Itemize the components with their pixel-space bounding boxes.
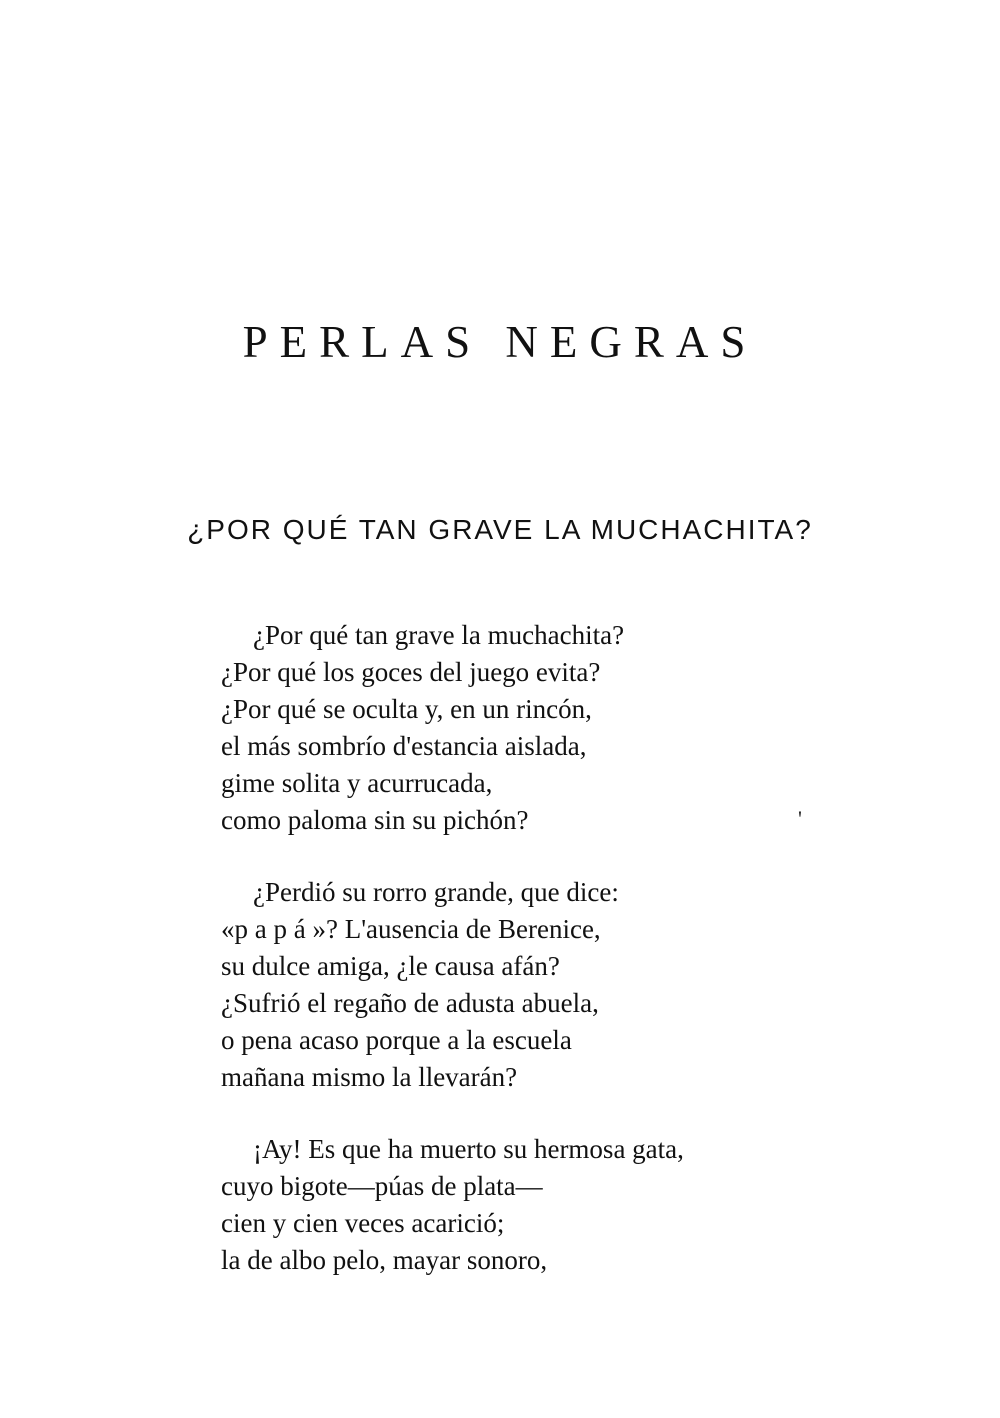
verse-line: ¿Por qué se oculta y, en un rincón,	[221, 694, 592, 724]
verse-line: el más sombrío d'estancia aislada,	[221, 731, 587, 761]
stanza-2	[221, 874, 861, 1096]
stray-ink-mark: '	[798, 806, 802, 831]
verse-line: ¿Perdió su rorro grande, que dice:	[253, 877, 619, 907]
verse-line: ¿Sufrió el regaño de adusta abuela,	[221, 988, 599, 1018]
verse-line: ¿Por qué los goces del juego evita?	[221, 657, 601, 687]
verse-line: cuyo bigote—púas de plata—	[221, 1171, 543, 1201]
verse-line: ¿Por qué tan grave la muchachita?	[253, 620, 625, 650]
verse-line: cien y cien veces acarició;	[221, 1208, 505, 1238]
poem-title: ¿POR QUÉ TAN GRAVE LA MUCHACHITA?	[187, 514, 813, 545]
verse-line: «p a p á »? L'ausencia de Berenice,	[221, 914, 601, 944]
verse-line: la de albo pelo, mayar sonoro,	[221, 1245, 548, 1275]
verse-line: o pena acaso porque a la escuela	[221, 1025, 572, 1055]
stanza-1	[221, 617, 861, 839]
verse-line: su dulce amiga, ¿le causa afán?	[221, 951, 560, 981]
poem-body	[221, 617, 861, 1314]
verse-line: mañana mismo la llevarán?	[221, 1062, 518, 1092]
book-title: PERLAS NEGRAS	[242, 317, 758, 367]
verse-line: ¡Ay! Es que ha muerto su hermosa gata,	[253, 1134, 684, 1164]
verse-line: como paloma sin su pichón?	[221, 805, 529, 835]
verse-line: gime solita y acurrucada,	[221, 768, 493, 798]
stanza-3	[221, 1131, 861, 1279]
